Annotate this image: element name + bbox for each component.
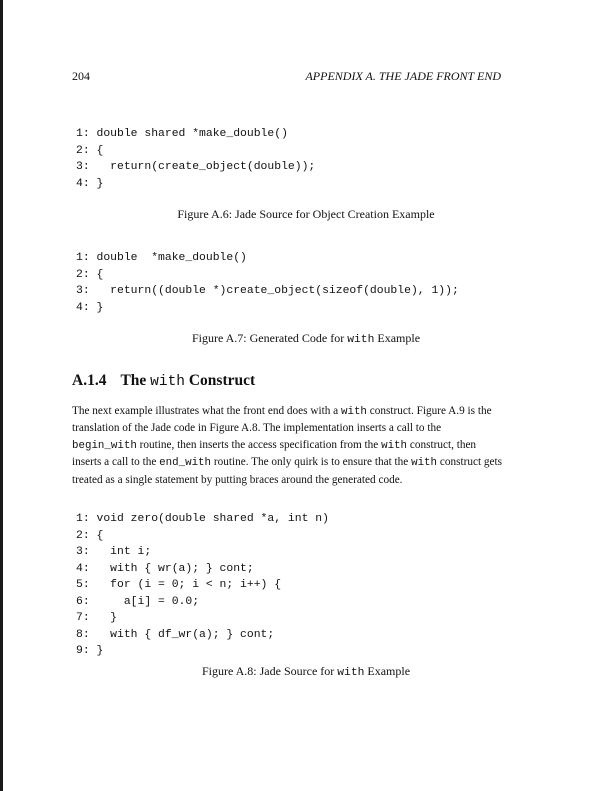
code-line: 1: double shared *make_double() bbox=[76, 128, 288, 140]
body-paragraph bbox=[72, 403, 506, 488]
inline-code: begin_with bbox=[72, 439, 137, 452]
caption-text: Figure A.7: Generated Code for bbox=[191, 331, 345, 345]
code-line: 2: { bbox=[76, 529, 104, 542]
caption-text: Example bbox=[377, 331, 421, 345]
page-number: 204 bbox=[72, 69, 90, 83]
inline-code: with bbox=[340, 406, 367, 418]
caption-text: Figure A.8: Jade Source for bbox=[201, 664, 335, 678]
code-line: 1: void zero(double shared *a, int n) bbox=[76, 513, 329, 525]
paragraph-text: routine, then inserts the access specification from the bbox=[139, 438, 379, 451]
caption-code: with bbox=[337, 667, 365, 679]
code-line: 4: } bbox=[76, 301, 104, 314]
caption-code: with bbox=[347, 334, 375, 346]
paragraph-text: construct. Figure A.9 is the translation of the Jade code in Figure A.8. The implementation inserts a call to the bbox=[72, 405, 492, 435]
inline-code: with bbox=[381, 439, 408, 452]
code-line: 9: } bbox=[76, 645, 104, 657]
code-line: 4: with { wr(a); } cont; bbox=[76, 562, 254, 575]
figure-caption-a6: Figure A.6: Jade Source for Object Creation Example bbox=[177, 207, 435, 221]
paragraph-text: routine. The only quirk is to ensure that the bbox=[213, 456, 409, 469]
section-title-word: The bbox=[120, 372, 147, 389]
code-line: 3: int i; bbox=[76, 546, 152, 558]
inline-code: with bbox=[411, 457, 438, 470]
running-title: APPENDIX A. THE JADE FRONT END bbox=[305, 69, 501, 83]
code-line: 7: } bbox=[76, 612, 118, 624]
code-line: 6: a[i] = 0.0; bbox=[76, 595, 200, 608]
code-line: 1: double *make_double() bbox=[76, 252, 247, 264]
paragraph-text: construct, then inserts a call to the bbox=[72, 438, 477, 469]
code-line: 2: { bbox=[76, 268, 104, 281]
figure-caption-a7 bbox=[0, 331, 612, 346]
code-line: 3: return(create_object(double)); bbox=[76, 161, 316, 173]
code-line: 2: { bbox=[76, 144, 104, 157]
caption-text: Example bbox=[367, 664, 411, 678]
paragraph-text: The next example illustrates what the front end does with a bbox=[72, 405, 339, 417]
code-listing-a7 bbox=[76, 250, 459, 316]
section-number: A.1.4 bbox=[72, 372, 107, 389]
section-heading bbox=[72, 372, 255, 390]
code-line: 4: } bbox=[76, 177, 104, 190]
inline-code: end_with bbox=[159, 457, 212, 470]
code-line: 5: for (i = 0; i < n; i++) { bbox=[76, 579, 282, 591]
code-line: 3: return((double *)create_object(sizeof(double), 1)); bbox=[76, 285, 459, 297]
section-title-word: Construct bbox=[188, 372, 256, 389]
code-listing-a8 bbox=[76, 511, 329, 660]
paragraph-text: construct gets treated as a single statement by putting braces around the generated code. bbox=[72, 456, 502, 486]
code-line: 8: with { df_wr(a); } cont; bbox=[76, 628, 275, 641]
figure-caption-a8 bbox=[0, 664, 612, 679]
code-listing-a6 bbox=[76, 126, 315, 192]
section-title-code: with bbox=[150, 374, 185, 390]
